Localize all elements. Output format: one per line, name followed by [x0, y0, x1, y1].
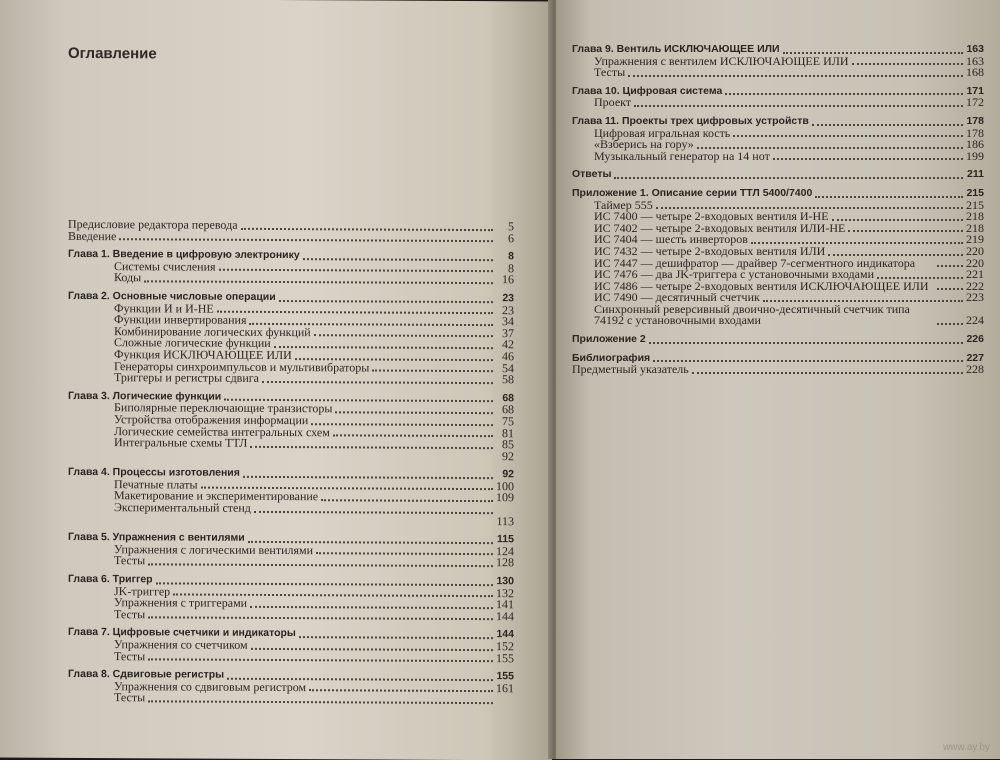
toc-entry-title: ИС 7404 — шесть инверторов: [594, 234, 748, 246]
toc-leader-dots: [274, 345, 493, 349]
toc-page-number: 172: [966, 97, 984, 109]
toc-leader-dots: [848, 229, 963, 232]
toc-entry-title: Проект: [594, 97, 631, 109]
toc-leader-dots: [649, 341, 963, 344]
toc-page-number: 221: [966, 269, 984, 281]
toc-leader-dots: [335, 410, 493, 414]
toc-leader-dots: [725, 92, 963, 95]
toc-leader-dots: [279, 299, 493, 303]
toc-leader-dots: [148, 699, 493, 704]
toc-page-number: 220: [966, 246, 984, 258]
toc-page-number: 220: [966, 258, 984, 270]
toc-page-number: 141: [496, 599, 514, 611]
toc-leader-dots: [634, 104, 963, 107]
toc-page-number: 16: [496, 275, 514, 287]
toc-entry-title: Упражнения с триггерами: [114, 597, 247, 609]
toc-entry-title: Печатные платы: [114, 479, 198, 491]
toc-page-number: 132: [496, 588, 514, 600]
toc-page-number: 226: [966, 334, 984, 346]
toc-entry-title: JK-триггер: [114, 586, 170, 598]
toc-page-number: 8: [496, 251, 514, 263]
watermark: www.ay.by: [943, 742, 990, 753]
toc-page-number: 155: [496, 653, 514, 665]
toc-chapter: [572, 86, 984, 98]
toc-leader-dots: [321, 498, 493, 502]
toc-entry-title: Музыкальный генератор на 14 нот: [594, 151, 770, 163]
toc-leader-dots: [614, 176, 963, 179]
toc-page-number: 186: [966, 139, 984, 151]
toc-left: [68, 219, 514, 706]
toc-leader-dots: [309, 689, 493, 693]
toc-entry: [572, 304, 984, 327]
toc-leader-dots: [148, 562, 493, 567]
toc-page-number: 222: [966, 281, 984, 293]
toc-leader-dots: [692, 371, 963, 374]
toc-leader-dots: [815, 195, 963, 198]
toc-leader-dots: [733, 134, 963, 137]
toc-entry: [572, 67, 984, 79]
toc-entry-title: Таймер 555: [594, 200, 653, 212]
toc-entry-title: Глава 2. Основные числовые операции: [68, 291, 276, 304]
toc-page-number: 218: [966, 223, 984, 235]
toc-leader-dots: [254, 510, 493, 514]
toc-leader-dots: [937, 287, 963, 290]
toc-page-number: 178: [966, 116, 984, 128]
toc-page-number: 6: [496, 233, 514, 245]
toc-leader-dots: [250, 445, 493, 449]
toc-page-number: 215: [966, 200, 984, 212]
toc-page-number: 113: [496, 516, 514, 528]
toc-page-number: 23: [496, 293, 514, 305]
toc-page-number: 92: [496, 451, 514, 463]
toc-page-number: 54: [496, 363, 514, 375]
toc-page-number: 223: [966, 292, 984, 304]
toc-entry-title: Функции И и И-НЕ: [114, 303, 214, 315]
toc-leader-dots: [303, 257, 493, 261]
toc-page-number: 68: [496, 404, 514, 416]
toc-entry-title: Функции инвертирования: [114, 314, 246, 326]
toc-entry-title: ИС 7476 — два JK-триггера с установочными входами: [594, 269, 874, 281]
toc-page-number: 227: [966, 353, 984, 365]
toc-page-number: 215: [966, 188, 984, 200]
toc-page-number: 46: [496, 351, 514, 363]
toc-gap: [572, 162, 984, 169]
toc-page-number: 228: [966, 364, 984, 376]
toc-entry-title: Тесты: [114, 651, 145, 663]
toc-entry-title: Глава 8. Сдвиговые регистры: [68, 669, 224, 681]
toc-entry-title: Комбинирование логических функций: [114, 326, 311, 339]
toc-page-number: 168: [966, 67, 984, 79]
toc-entry: [572, 364, 984, 376]
toc-entry: [68, 692, 514, 706]
toc-entry-title: Сложные логические функции: [114, 337, 271, 349]
toc-leader-dots: [832, 218, 963, 221]
toc-page-number: 152: [496, 641, 514, 653]
toc-page-number: 130: [496, 576, 514, 588]
toc-leader-dots: [653, 359, 963, 362]
toc-entry-title: ИС 7490 — десятичный счетчик: [594, 292, 760, 304]
toc-page-number: 85: [496, 439, 514, 451]
toc-right: [572, 44, 984, 376]
toc-page-number: 155: [496, 671, 514, 683]
toc-leader-dots: [251, 646, 493, 650]
toc-leader-dots: [773, 157, 963, 160]
toc-leader-dots: [144, 279, 493, 284]
toc-page-number: 124: [496, 546, 514, 558]
toc-page-number: 37: [496, 328, 514, 340]
toc-entry-title: Упражнения с вентилем ИСКЛЮЧАЮЩЕЕ ИЛИ: [594, 56, 849, 68]
toc-chapter: [572, 334, 984, 346]
toc-page-number: 100: [496, 481, 514, 493]
toc-leader-dots: [148, 616, 493, 621]
toc-page-number: 161: [496, 683, 514, 695]
toc-entry-title: Глава 3. Логические функции: [68, 391, 221, 403]
toc-page-number: 109: [496, 493, 514, 505]
toc-leader-dots: [262, 380, 493, 384]
toc-entry-title: Глава 10. Цифровая система: [572, 86, 722, 98]
toc-leader-dots: [299, 635, 493, 639]
toc-entry-title: Тесты: [114, 609, 145, 621]
toc-page-number: 199: [966, 151, 984, 163]
toc-entry-title: Цифровая игральная кость: [594, 128, 730, 140]
toc-page-number: 144: [496, 630, 514, 642]
toc-leader-dots: [937, 322, 963, 325]
toc-entry-title: Интегральные схемы ТТЛ: [114, 437, 247, 449]
toc-entry-title: Устройства отображения информации: [114, 414, 308, 427]
toc-entry-title: Ответы: [572, 169, 611, 181]
toc-entry-title: Упражнения со сдвиговым регистром: [114, 681, 306, 694]
toc-page-number: 42: [496, 339, 514, 351]
toc-entry-title: Упражнения с логическими вентилями: [114, 544, 313, 557]
toc-entry-title: Введение: [68, 231, 116, 243]
toc-leader-dots: [628, 74, 963, 77]
toc-entry-title: Библиография: [572, 353, 650, 365]
toc-leader-dots: [250, 605, 493, 609]
toc-page-number: 68: [496, 393, 514, 405]
toc-page-number: 75: [496, 416, 514, 428]
toc-leader-dots: [812, 123, 963, 126]
toc-page-number: 163: [966, 56, 984, 68]
toc-entry-title: Тесты: [114, 693, 145, 705]
toc-entry-title: Логические семейства интегральных схем: [114, 426, 330, 439]
toc-entry-title: ИС 7402 — четыре 2-входовых вентиля ИЛИ-НЕ: [594, 223, 845, 235]
toc-page-number: 211: [966, 169, 984, 181]
toc-leader-dots: [316, 552, 493, 556]
toc-entry-title: Глава 4. Процессы изготовления: [68, 467, 240, 479]
toc-entry-title: Триггеры и регистры сдвига: [114, 372, 259, 384]
toc-leader-dots: [219, 268, 493, 272]
toc-page-number: 171: [966, 86, 984, 98]
toc-leader-dots: [372, 369, 493, 373]
toc-page-number: 5: [496, 221, 514, 233]
toc-leader-dots: [217, 310, 493, 314]
toc-entry-title: Тесты: [594, 67, 625, 79]
toc-entry: [572, 56, 984, 68]
toc-leader-dots: [314, 334, 493, 338]
toc-page-number: 178: [966, 128, 984, 140]
right-page: [556, 0, 1000, 759]
toc-entry-title: Приложение 1. Описание серии ТТЛ 5400/7400: [572, 188, 812, 200]
toc-entry-title: Глава 7. Цифровые счетчики и индикаторы: [68, 627, 296, 640]
toc-entry-title: ИС 7486 — четыре 2-входовых вентиля ИСКЛЮЧАЮЩЕЕ ИЛИ: [594, 281, 934, 293]
toc-leader-dots: [937, 264, 963, 267]
toc-entry-title: Предисловие редактора перевода: [68, 219, 238, 231]
toc-leader-dots: [243, 475, 493, 479]
toc-page-number: 8: [496, 263, 514, 275]
toc-page-number: 23: [496, 305, 514, 317]
toc-entry-title: Макетирование и экспериментирование: [114, 491, 318, 504]
page-title: Оглавление: [68, 45, 157, 62]
toc-leader-dots: [852, 62, 963, 65]
toc-entry-title: Глава 9. Вентиль ИСКЛЮЧАЮЩЕЕ ИЛИ: [572, 44, 780, 56]
toc-entry-title: Экспериментальный стенд: [114, 502, 251, 514]
toc-entry-title: ИС 7400 — четыре 2-входовых вентиля И-НЕ: [594, 211, 829, 223]
toc-entry-title: ИС 7432 — четыре 2-входовых вентиля ИЛИ: [594, 246, 825, 258]
toc-page-number: 92: [496, 469, 514, 481]
toc-page-number: 115: [496, 534, 514, 546]
toc-entry-title: Биполярные переключающие транзисторы: [114, 402, 332, 415]
toc-entry-title: Генераторы синхроимпульсов и мультивибраторы: [114, 361, 369, 374]
toc-page-number: 218: [966, 211, 984, 223]
toc-entry-title: Предметный указатель: [572, 364, 689, 376]
toc-entry: [572, 151, 984, 163]
toc-entry-title: Глава 1. Введение в цифровую электронику: [68, 249, 300, 262]
toc-entry-title: «Взберись на гору»: [594, 139, 694, 151]
toc-page-number: 58: [496, 374, 514, 386]
toc-page-number: 219: [966, 234, 984, 246]
toc-chapter: [572, 169, 984, 181]
toc-page-number: 81: [496, 428, 514, 440]
toc-leader-dots: [241, 226, 493, 230]
toc-page-number: 163: [966, 44, 984, 56]
toc-leader-dots: [156, 581, 493, 586]
toc-leader-dots: [119, 237, 493, 242]
toc-entry-title: Функция ИСКЛЮЧАЮЩЕЕ ИЛИ: [114, 349, 292, 362]
toc-leader-dots: [311, 422, 493, 426]
toc-page-number: 144: [496, 611, 514, 623]
toc-entry-title: Глава 5. Упражнения с вентилями: [68, 532, 245, 545]
toc-entry-title: Упражнения со счетчиком: [114, 639, 248, 651]
toc-entry-title: Глава 11. Проекты трех цифровых устройств: [572, 116, 809, 128]
toc-entry: [572, 97, 984, 109]
toc-entry-title: Коды: [114, 273, 141, 285]
toc-entry-title: Глава 6. Триггер: [68, 574, 153, 586]
toc-entry-title: Тесты: [114, 556, 145, 568]
toc-entry-title: ИС 7447 — дешифратор — драйвер 7-сегментного индикатора: [594, 258, 934, 270]
toc-page-number: 224: [966, 315, 984, 327]
toc-entry-title: Системы счисления: [114, 261, 216, 273]
toc-page-number: 34: [496, 316, 514, 328]
toc-leader-dots: [333, 433, 493, 437]
toc-page-number: 128: [496, 558, 514, 570]
toc-entry-title: Синхронный реверсивный двоично-десятичный счетчик типа 74192 с установочными входами: [594, 304, 934, 327]
toc-leader-dots: [148, 658, 493, 663]
toc-entry-title: Приложение 2: [572, 334, 646, 346]
